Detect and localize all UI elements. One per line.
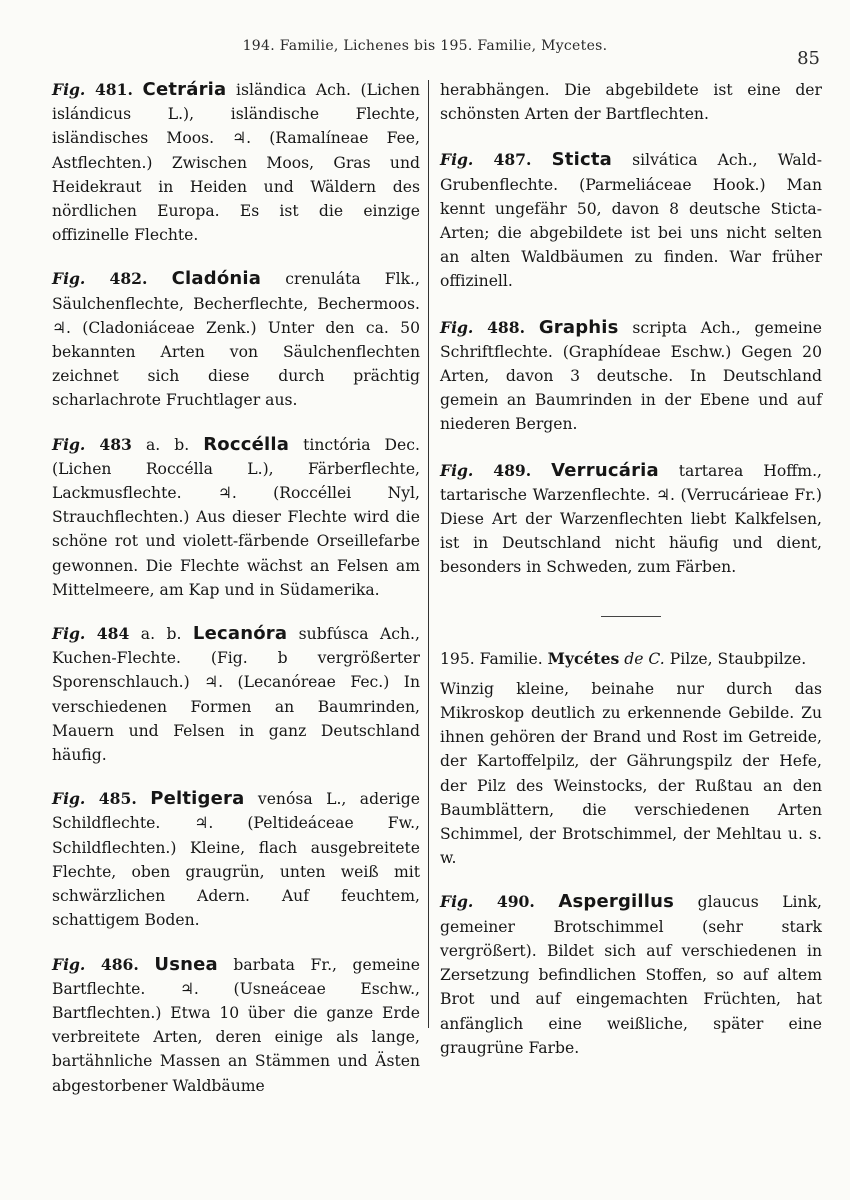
entry-fig-481 (52, 78, 420, 247)
fig-label: Fig. (440, 150, 474, 170)
entry-fig-482 (52, 267, 420, 412)
entry-fig-489 (440, 459, 822, 580)
fig-number: 488. (487, 317, 526, 337)
family-description: Winzig kleine, beinahe nur durch das Mikroskop deutlich zu erkennende Gebilde. Zu ihnen gehören der Brand und Rost im Getreide, der Kartoffelpilz, der Gährungspilz der Hefe, der Pilz des Weinstocks, der Rußtau an den Baumblättern, die verschiedenen Arten Schimmel, der Brotschimmel, der Mehltau u. s. w. (440, 679, 822, 868)
fig-number: 483 (99, 434, 132, 454)
genus-name: Cladónia (171, 268, 262, 290)
entry-text: herabhängen. Die abgebildete ist eine der schönsten Arten der Bartflechten. (440, 81, 822, 124)
entry-text: tartarea Hoffm., tartarische Warzenflechte. ♃. (Verrucárieae Fr.) Diese Art der Warzenflechten liebt Kalkfelsen, ist in Deutschland nicht häufig und dient, besonders in Schweden, zum Färben. (440, 461, 822, 577)
fig-number: 484 (96, 624, 130, 644)
right-column (440, 78, 822, 1060)
fig-number: 489. (493, 460, 532, 480)
section-separator (601, 616, 661, 617)
fig-suffix: a. b. (140, 625, 182, 644)
column-divider (428, 80, 429, 1028)
genus-name: Graphis (538, 316, 619, 338)
entry-text: tinctória Dec. (Lichen Roccélla L.), Färberflechte, Lackmusflechte. ♃. (Roccéllei Nyl, Strauchflechten.) Aus dieser Flechte wird die schöne rot und violett-färbende Orseillefarbe gewonnen. Die Flechte wächst an Felsen am Mittelmeere, am Kap und in Südamerika. (52, 435, 420, 599)
fig-label: Fig. (52, 954, 86, 974)
entry-fig-483 (52, 433, 420, 602)
entry-text: isländica Ach. (Lichen islándicus L.), isländische Flechte, isländisches Moos. ♃. (Ramalíneae Fee, Astflechten.) Zwischen Moos, Gras und Heidekraut in Heiden und Wäldern des nördlichen Europa. Es ist die einzige offizinelle Flechte. (52, 81, 420, 245)
family-heading (440, 647, 822, 671)
entry-continuation (440, 78, 822, 126)
fig-number: 482. (109, 269, 148, 289)
fig-number: 486. (100, 954, 139, 974)
fig-label: Fig. (52, 789, 86, 809)
genus-name: Usnea (154, 953, 218, 975)
fig-label: Fig. (52, 80, 86, 99)
entry-fig-485 (52, 787, 420, 932)
entry-fig-486 (52, 953, 420, 1098)
fig-label: Fig. (440, 460, 474, 480)
entry-text: subfúsca Ach., Kuchen-Flechte. (Fig. b vergrößerter Sporenschlauch.) ♃. (Lecanóreae Fec.) In verschiedenen Formen an Baumrinden, Mauern und Felsen in ganz Deutschland häufig. (52, 625, 420, 765)
entry-text: barbata Fr., gemeine Bartflechte. ♃. (Usneáceae Eschw., Bartflechten.) Etwa 10 über die ganze Erde verbreitete Arten, deren einige als lange, bartähnliche Massen an Stämmen und Ästen abgestorbener Waldbäume (52, 955, 420, 1095)
family-name: Mycétes (547, 648, 620, 668)
fig-suffix: a. b. (145, 435, 190, 454)
genus-name: Peltigera (150, 788, 245, 810)
entry-text: crenuláta Flk., Säulchenflechte, Becherflechte, Bechermoos. ♃. (Cladoniáceae Zenk.) Unter den ca. 50 bekannten Arten von Säulchenflechten zeichnet sich diese durch prächtig scharlachrote Fruchtlager aus. (52, 270, 420, 410)
family-common-name: Pilze, Staubpilze. (669, 649, 807, 668)
fig-number: 487. (493, 150, 532, 170)
fig-number: 481. (94, 80, 133, 99)
entry-text: scripta Ach., gemeine Schriftflechte. (Graphídeae Eschw.) Gegen 20 Arten, davon 3 deutsche. In Deutschland gemein an Baumrinden in der Ebene und auf niederen Bergen. (440, 318, 822, 434)
genus-name: Verrucária (551, 459, 659, 481)
entry-text: glaucus Link, gemeiner Brotschimmel (sehr stark vergrößert). Bildet sich auf verschiedenen in Zersetzung befindlichen Stoffen, so auf altem Brot und auf eingemachten Früchten, hat anfänglich eine weißliche, später eine graugrüne Farbe. (440, 893, 822, 1057)
fig-label: Fig. (52, 269, 86, 289)
genus-name: Aspergillus (558, 891, 675, 913)
entry-fig-484 (52, 622, 420, 767)
genus-name: Sticta (551, 149, 612, 171)
entry-fig-487 (440, 148, 822, 293)
genus-name: Lecanóra (192, 623, 288, 645)
running-header: 194. Familie, Lichenes bis 195. Familie, Mycetes. (242, 38, 608, 54)
genus-name: Roccélla (203, 433, 290, 455)
fig-number: 490. (496, 892, 535, 912)
fig-label: Fig. (440, 892, 474, 912)
entry-fig-488 (440, 316, 822, 437)
fig-label: Fig. (52, 434, 86, 454)
entry-text: silvática Ach., Wald-Grubenflechte. (Parmeliáceae Hook.) Man kennt ungefähr 50, davon 8 deutsche Sticta-Arten; die abgebildete ist bei uns nicht selten an alten Waldbäumen zu finden. War früher offizinell. (440, 151, 822, 291)
fig-label: Fig. (440, 317, 474, 337)
family-number: 195. Familie. (440, 649, 543, 668)
page-number: 85 (797, 48, 820, 69)
entry-fig-490 (440, 890, 822, 1059)
genus-name: Cetrária (142, 79, 227, 100)
fig-number: 485. (98, 789, 137, 809)
left-column (52, 78, 420, 1098)
fig-label: Fig. (52, 624, 86, 644)
family-author: de C. (624, 649, 665, 668)
entry-text: venósa L., aderige Schildflechte. ♃. (Peltideáceae Fw., Schildflechten.) Kleine, flach ausgebreitete Flechte, oben graugrün, unten weiß mit schwärzlichen Adern. Auf feuchtem, schattigem Boden. (52, 790, 420, 930)
